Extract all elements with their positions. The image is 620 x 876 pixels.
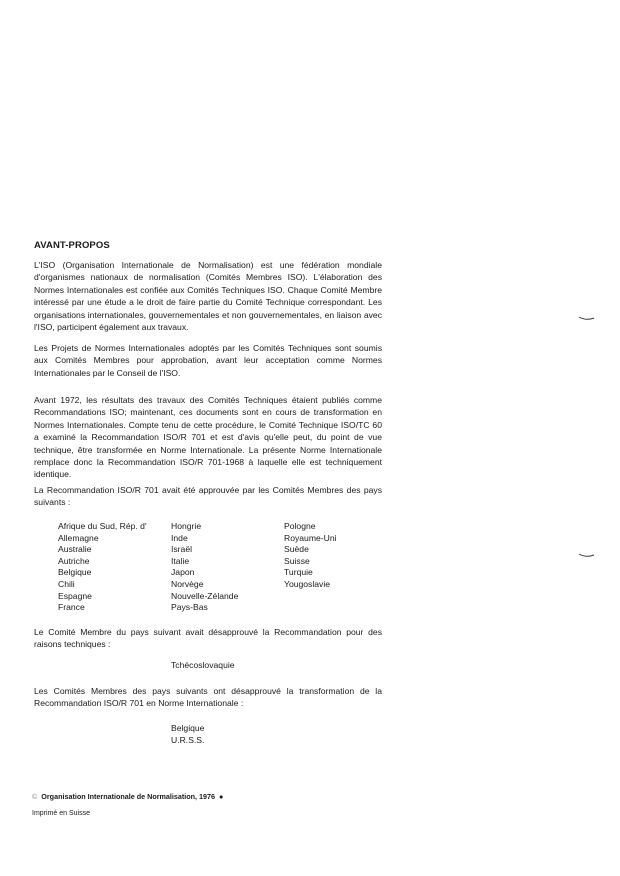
paragraph-history: Avant 1972, les résultats des travaux des Comités Techniques étaient publiés comme Recommandations ISO; maintenant, ces documents sont en cours de transformation en Normes Internationales. Compte tenu de cette procédure, le Comité Technique ISO/TC 60 a examiné la Recommandation ISO/R 701 et est d'avis qu'elle peut, du point de vue technique, être transformée en Norme Internationale. La présente Norme Internationale remplace donc la Recommandation ISO/R 701-1968 à laquelle elle est techniquement identique. bbox=[34, 395, 382, 480]
country-item: Suisse bbox=[284, 555, 310, 566]
country-item: Yougoslavie bbox=[284, 578, 331, 589]
country-item: Pays-Bas bbox=[171, 602, 208, 613]
country-item: Belgique bbox=[58, 567, 92, 578]
country-column bbox=[284, 521, 337, 591]
country-item: U.R.S.S. bbox=[171, 734, 205, 745]
paragraph-disapproved-recommendation: Le Comité Membre du pays suivant avait désapprouvé la Recommandation pour des raisons techniques : bbox=[34, 627, 382, 650]
country-item: Nouvelle-Zélande bbox=[171, 590, 239, 601]
country-item: Japon bbox=[171, 567, 195, 578]
copyright-icon: © bbox=[32, 792, 38, 801]
country-item: Allemagne bbox=[58, 532, 99, 543]
paragraph-drafts: Les Projets de Normes Internationales adoptés par les Comités Techniques sont soumis aux Comités Membres pour approbation, avant leur acceptation comme Normes Internationales par le Conseil de l'ISO. bbox=[34, 343, 382, 378]
paragraph-approved-by: La Recommandation ISO/R 701 avait été approuvée par les Comités Membres des pays suivants : bbox=[34, 485, 382, 508]
disapproving-country-list bbox=[171, 723, 204, 746]
scan-mark-icon bbox=[578, 553, 596, 559]
country-column bbox=[58, 521, 147, 614]
paragraph-iso-intro: L'ISO (Organisation Internationale de Normalisation) est une fédération mondiale d'organismes nationaux de normalisation (Comités Membres ISO). L'élaboration des Normes Internationales est confiée aux Comités Techniques ISO. Chaque Comité Membre intéressé par une étude a le droit de faire partie du Comité Technique correspondant. Les organisations internationales, gouvernementales et non gouvernementales, en liaison avec l'ISO, participent également aux travaux. bbox=[34, 260, 382, 333]
country-item: France bbox=[58, 602, 85, 613]
country-item: Chili bbox=[58, 578, 75, 589]
country-item: Autriche bbox=[58, 555, 90, 566]
disapproving-country: Tchécoslovaquie bbox=[171, 660, 235, 670]
country-item: Espagne bbox=[58, 590, 92, 601]
printed-in-notice: Imprimé en Suisse bbox=[32, 810, 90, 817]
country-item: Royaume-Uni bbox=[284, 532, 337, 543]
country-item: Australie bbox=[58, 544, 92, 555]
copyright-notice bbox=[32, 792, 223, 801]
country-item: Italie bbox=[171, 555, 190, 566]
country-item: Israël bbox=[171, 544, 193, 555]
country-column bbox=[171, 521, 238, 614]
page-title: AVANT-PROPOS bbox=[34, 240, 110, 251]
paragraph-disapproved-transformation: Les Comités Membres des pays suivants ont désapprouvé la transformation de la Recommandation ISO/R 701 en Norme Internationale : bbox=[34, 686, 382, 709]
bullet-icon: ● bbox=[219, 792, 224, 801]
country-item: Afrique du Sud, Rép. d' bbox=[58, 521, 147, 531]
country-item: Suède bbox=[284, 544, 309, 555]
copyright-text: Organisation Internationale de Normalisation, 1976 bbox=[41, 792, 216, 801]
country-item: Turquie bbox=[284, 567, 313, 578]
scan-mark-icon bbox=[578, 316, 596, 322]
country-item: Pologne bbox=[284, 521, 316, 531]
country-item: Norvège bbox=[171, 578, 204, 589]
country-item: Inde bbox=[171, 532, 188, 543]
country-item: Hongrie bbox=[171, 521, 202, 531]
country-item: Belgique bbox=[171, 723, 205, 733]
